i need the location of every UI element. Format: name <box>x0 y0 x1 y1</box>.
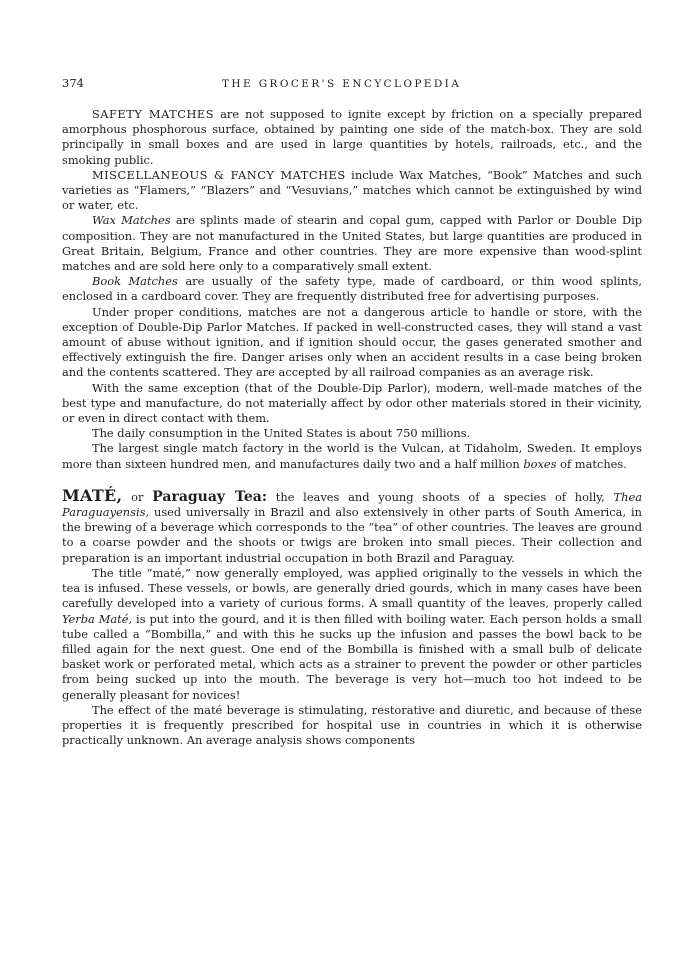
mate-text-1: the leaves and young shoots of a species of holly, <box>267 489 614 504</box>
paragraph-largest-factory <box>62 441 642 471</box>
paragraph-safety-matches <box>62 107 642 168</box>
section-gap <box>62 472 642 488</box>
factory-text-before: The largest single match factory in the world is the Vulcan, at Tidaholm, Sweden. It employs more than sixteen hundred men, and manufactures daily two and a half million <box>62 441 642 471</box>
body-text <box>62 107 642 748</box>
term-book-matches: Book Matches <box>92 274 178 289</box>
page-header <box>62 76 642 90</box>
paragraph-miscellaneous-matches <box>62 168 642 214</box>
term-safety-matches: SAFETY MATCHES <box>92 107 215 121</box>
wax-matches-text: are splints made of stearin and copal gum, capped with Parlor or Double Dip composition. They are not manufactured in the United States, but large quantities are produced in Great Britain, Belgium, France and other countries. They are more expensive than wood-splint matches and are sold here only to a comparatively small extent. <box>62 213 643 274</box>
title-para-text-1: The title “maté,” now generally employed, was applied originally to the vessels in which the tea is infused. These vessels, or bowls, are generally dried gourds, which in many cases have been carefully developed into a variety of curious forms. A small quantity of the leaves, properly called <box>62 565 642 611</box>
paragraph-proper-conditions: Under proper conditions, matches are not a dangerous article to handle or store, with the exception of Double-Dip Parlor Matches. If packed in well-constructed cases, they will stand a vast amount of abuse without ignition, and if ignition should occur, the gases generated smother and effectively extinguish the fire. Danger arises only when an accident results in a case being broken and the contents scattered. They are accepted by all railroad companies as an average risk. <box>62 304 642 380</box>
entry-mate <box>62 485 642 566</box>
title-para-text-2: is put into the gourd, and it is then filled with boiling water. Each person holds a small tube called a “Bombilla,” and with this he sucks up the infusion and passes the bowl back to be filled again for the next guest. One end of the Bombilla is finished with a small bulb of delicate basket work or perforated metal, which acts as a strainer to prevent the powder or other particles from being sucked up into the mouth. The beverage is very hot—much too hot indeed to be generally pleasant for novices! <box>62 611 642 702</box>
term-wax-matches: Wax Matches <box>92 213 171 228</box>
term-miscellaneous-matches: MISCELLANEOUS & FANCY MATCHES <box>92 167 346 182</box>
factory-text-after: of matches. <box>556 456 627 471</box>
mate-text-2: used universally in Brazil and also extensively in other parts of South America, in the brewing of a beverage which corresponds to the “tea” of other countries. The leaves are ground to a coarse powder and the shoots or twigs are broken into small pieces. Their collection and preparation is an important industrial occupation in both Brazil and Paraguay. <box>62 505 642 565</box>
paragraph-effect-mate: The effect of the maté beverage is stimulating, restorative and diuretic, and because of these properties it is frequently prescribed for hospital use in countries in which it is otherwise practically unknown. An average analysis shows components <box>62 702 642 748</box>
miscellaneous-matches-text: include Wax Matches, “Book” Matches and such varieties as “Flamers,” “Blazers” and “Vesuvians,” matches which cannot be extinguished by wind or water, etc. <box>62 167 642 213</box>
factory-italic-boxes: boxes <box>523 456 557 471</box>
entry-title-mate: MATÉ, <box>62 485 123 505</box>
entry-or: or <box>122 489 153 504</box>
running-head: THE GROCER'S ENCYCLOPEDIA <box>222 78 462 90</box>
paragraph-same-exception: With the same exception (that of the Double-Dip Parlor), modern, well-made matches of the best type and manufacture, do not materially affect by odor other materials stored in their vicinity, or even in direct contact with them. <box>62 380 642 426</box>
paragraph-daily-consumption: The daily consumption in the United States is about 750 millions. <box>92 426 471 441</box>
page <box>62 76 642 748</box>
book-matches-text: are usually of the safety type, made of cardboard, or thin wood splints, enclosed in a cardboard cover. They are frequently distributed free for advertising purposes. <box>62 274 642 304</box>
term-yerba-mate: Yerba Maté, <box>62 611 133 626</box>
mate-species-name: Thea Paraguayensis, <box>62 489 642 520</box>
page-number: 374 <box>62 76 84 90</box>
paragraph-book-matches <box>62 274 642 304</box>
entry-subtitle-paraguay-tea: Paraguay Tea: <box>152 488 268 505</box>
paragraph-wax-matches <box>62 213 642 274</box>
paragraph-title-mate <box>62 566 642 703</box>
safety-matches-text: are not supposed to ignite except by friction on a specially prepared amorphous phosphorous surface, obtained by painting one side of the match-box. They are sold principally in small boxes and are used in large quantities by hotels, railroads, etc., and the smoking public. <box>62 107 642 167</box>
